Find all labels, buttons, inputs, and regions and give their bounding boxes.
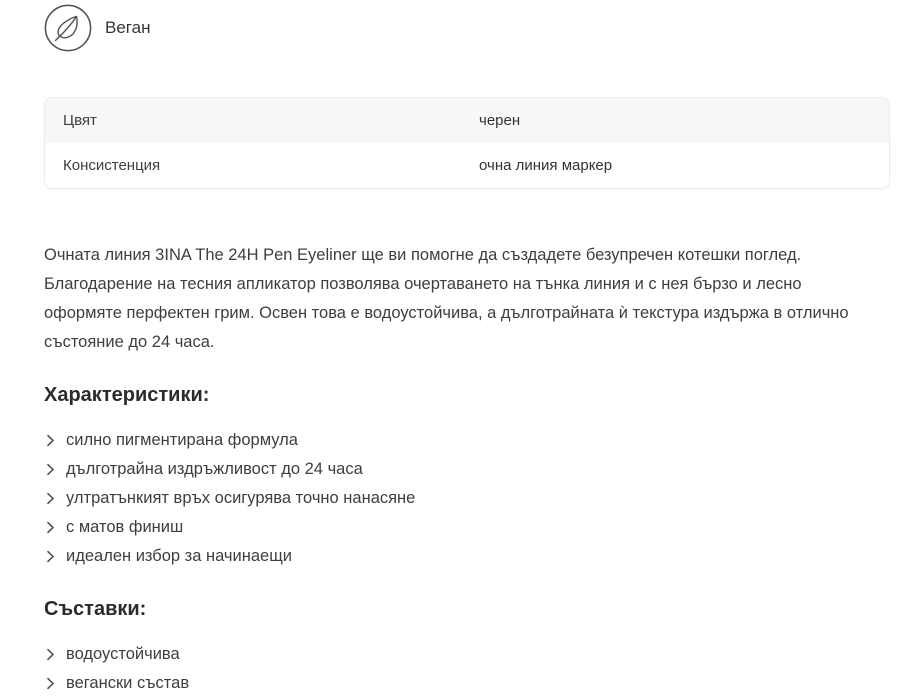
vegan-badge-label: Веган — [105, 18, 151, 37]
attribute-value: очна линия маркер — [479, 157, 613, 174]
ingredients-heading: Съставки: — [44, 598, 147, 620]
list-item-label: вегански състав — [66, 674, 190, 692]
attributes-table — [44, 97, 890, 189]
attribute-label: Консистенция — [63, 157, 161, 174]
list-item — [44, 484, 890, 513]
list-item — [44, 542, 890, 571]
list-item-label: ултратънкият връх осигурява точно нанасяне — [66, 489, 416, 507]
leaf-icon — [44, 4, 92, 52]
list-item-label: идеален избор за начинаещи — [66, 547, 293, 565]
attribute-label: Цвят — [63, 112, 97, 129]
list-item — [44, 640, 890, 669]
list-item-label: силно пигментирана формула — [66, 431, 298, 449]
chevron-right-icon — [44, 492, 55, 505]
list-item — [44, 513, 890, 542]
chevron-right-icon — [44, 677, 55, 690]
list-item-label: водоустойчива — [66, 645, 180, 663]
list-item-label: дълготрайна издръжливост до 24 часа — [66, 460, 363, 478]
chevron-right-icon — [44, 648, 55, 661]
list-item-label: с матов финиш — [66, 518, 184, 536]
product-description: Очната линия 3INA The 24H Pen Eyeliner ще ви помогне да създадете безупречен котешки поглед. Благодарение на тесния апликатор позволява очертаването на тънка линия и с нея бързо и лесно оформяте перфектен грим. Освен това е водоустойчива, а дълготрайната ѝ текстура издържа в отлично състояние до 24 часа. — [44, 246, 849, 351]
table-row — [45, 98, 889, 143]
ingredients-list — [44, 640, 890, 698]
chevron-right-icon — [44, 434, 55, 447]
chevron-right-icon — [44, 550, 55, 563]
list-item — [44, 669, 890, 698]
attribute-value: черен — [479, 112, 521, 129]
table-row — [45, 143, 889, 188]
list-item — [44, 455, 890, 484]
vegan-badge — [44, 4, 890, 52]
chevron-right-icon — [44, 521, 55, 534]
characteristics-heading: Характеристики: — [44, 384, 210, 406]
chevron-right-icon — [44, 463, 55, 476]
list-item — [44, 426, 890, 455]
characteristics-list — [44, 426, 890, 571]
